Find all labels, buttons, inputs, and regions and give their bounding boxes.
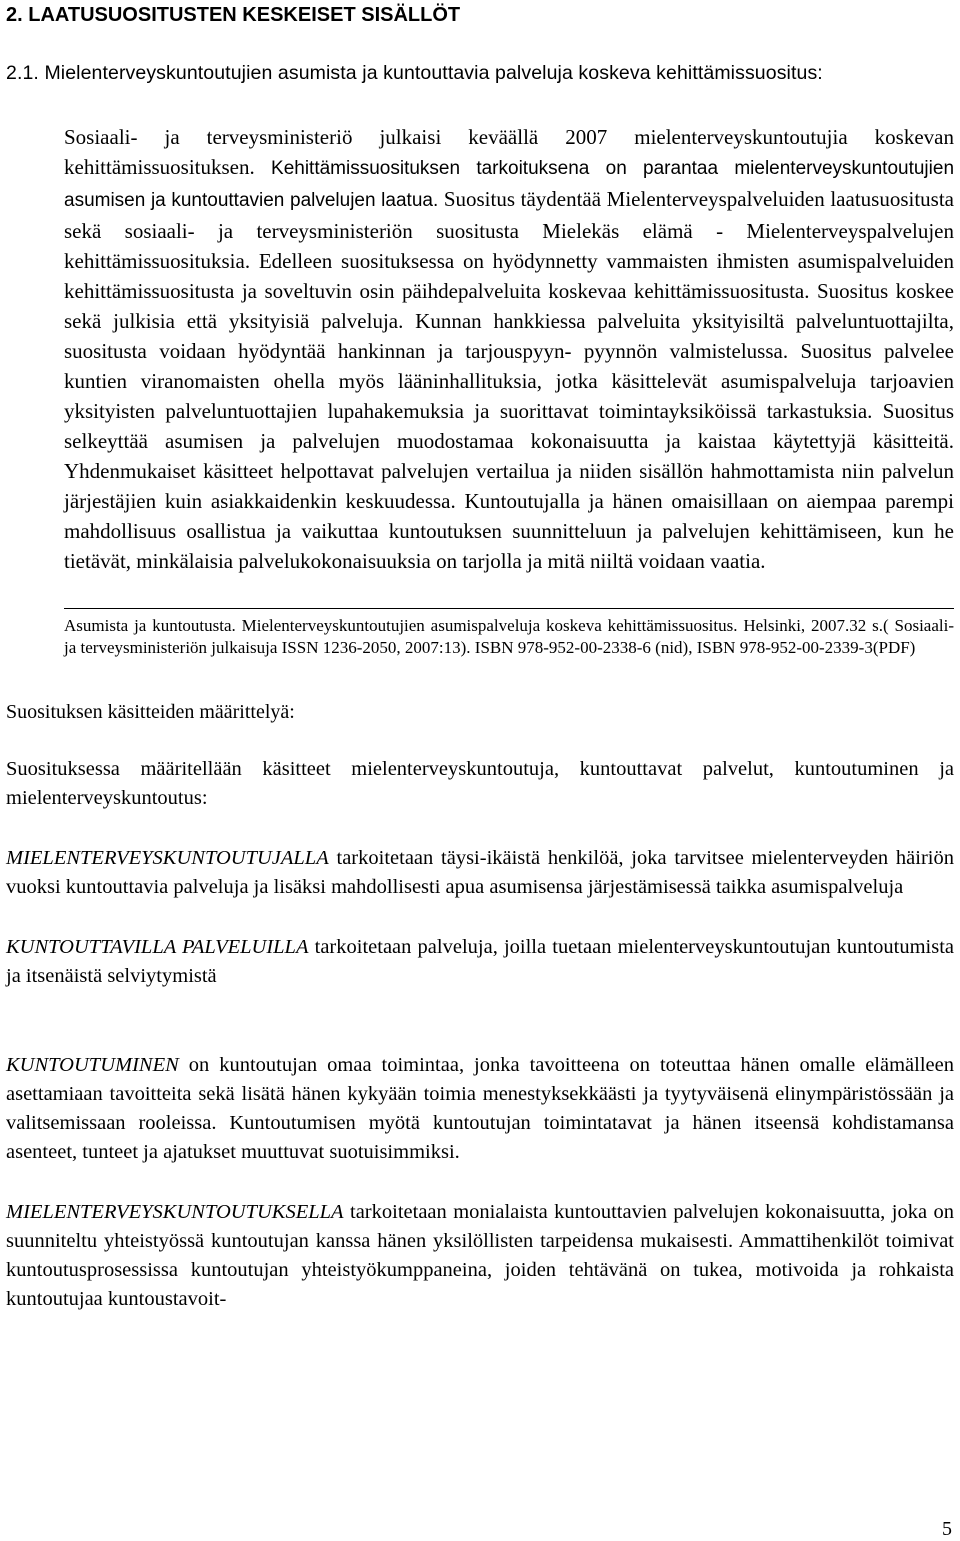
definition-mielenterveyskuntoutuja (6, 844, 954, 902)
intro-sentence-1: Sosiaali- ja terveysministeriö julkaisi keväällä 2007 mielenterveyskuntoutujia koskevan kehittämissuosituksen. (64, 125, 954, 179)
definition-term: MIELENTERVEYSKUNTOUTUJALLA (6, 847, 329, 869)
subsection-heading: 2.1. Mielenterveyskuntoutujien asumista ja kuntouttavia palveluja koskeva kehittämissuositus: (6, 62, 823, 84)
definition-mielenterveyskuntoutus (6, 1198, 954, 1314)
definition-text: tarkoitetaan palveluja, joilla tuetaan mielenterveyskuntoutujan kuntoutumista ja itsenäistä selviytymistä (6, 936, 954, 987)
intro-sentence-6: Suositus palvelee kuntien viranomaisten ohella myös lääninhallituksia, jotka käsittelevät asumispalveluja tarjoavien yksityisten palveluntuottajien lupahakemuksia ja suorittavat toimintayksiköissä tarkastuksia. Suositus selkeyttää asumisen ja palvelujen muodostamaa kokonaisuutta ja kaistaa käytettyjä käsitteitä. Yhdenmukaiset käsitteet helpottavat palvelujen vertailua ja niiden sisällön hahmottamista niin palvelun järjestäjien kuin asiakkaidenkin keskuudessa. Kuntoutujalla ja hänen omaisillaan on aiempaa parempi mahdollisuus osallistua ja vaikuttaa kuntoutuksen suunnitteluun ja palvelujen kehittämiseen, kun he tietävät, minkälaisia palvelukokonaisuuksia on tarjolla ja mitä niiltä voidaan vaatia. (64, 339, 954, 573)
definition-text: tarkoitetaan täysi-ikäistä henkilöä, joka tarvitsee mielenterveyden häiriön vuoksi kuntouttavia palveluja ja lisäksi mahdollisesti apua asumisensa järjestämisessä taikka asumispalveluja (6, 847, 954, 898)
definition-term: KUNTOUTTAVILLA PALVELUILLA (6, 936, 309, 958)
intro-sentence-2: Kehittämissuosituksen tarkoituksena on parantaa mielenterveyskuntoutujien asumisen ja kuntouttavien palvelujen laatua. (64, 158, 955, 211)
document-page (6, 0, 954, 1314)
definitions-title: Suosituksen käsitteiden määrittelyä: (6, 701, 295, 723)
intro-paragraph (64, 122, 954, 576)
intro-sentence-3: Suositus täydentää Mielenterveyspalveluiden laatusuositusta sekä sosiaali- ja terveysministeriön suositusta Mielekäs elämä - Mielenterveyspalvelujen kehittämissuosituksia. (64, 187, 954, 273)
definitions-intro: Suosituksessa määritellään käsitteet mielenterveyskuntoutuja, kuntouttavat palvelut, kuntoutuminen ja mielenterveyskuntoutus: (6, 758, 954, 809)
definition-term: KUNTOUTUMINEN (6, 1054, 179, 1076)
definition-kuntoutuminen (6, 1051, 954, 1167)
reference-footnote: Asumista ja kuntoutusta. Mielenterveyskuntoutujien asumispalveluja koskeva kehittämissuositus. Helsinki, 2007.32 s.( Sosiaali- ja terveysministeriön julkaisuja ISSN 1236-2050, 2007:13). ISBN 978-952-00-2338-6 (nid), ISBN 978-952-00-2339-3(PDF) (64, 608, 954, 659)
section-heading: 2. LAATUSUOSITUSTEN KESKEISET SISÄLLÖT (6, 4, 461, 26)
intro-sentence-4: Edelleen suosituksessa on hyödynnetty vammaisten ihmisten asumispalveluiden kehittämissuositusta ja soveltuvin osin päihdepalveluita koskevaa kehittämissuositusta. Suositus koskee sekä julkisia että yksityisiä palveluja. (64, 249, 954, 333)
page-number: 5 (942, 1518, 952, 1540)
intro-sentence-5: Kunnan hankkiessa palveluita yksityisiltä palveluntuottajilta, suositusta voidaan hyödyntää hankinnan ja tarjouspyyn- pyynnön valmistelussa. (64, 309, 954, 363)
definition-text: tarkoitetaan monialaista kuntouttavien palvelujen kokonaisuutta, joka on suunniteltu yhteistyössä kuntoutujan kanssa hänen yksilöllisten tarpeidensa mukaisesti. Ammattihenkilöt toimivat kuntoutusprosessissa kuntoutujan yhteistyökumppaneina, joiden tehtävänä on tukea, motivoida ja rohkaista kuntoutujaa kuntoustavoit- (6, 1201, 954, 1310)
definition-text: on kuntoutujan omaa toimintaa, jonka tavoitteena on toteuttaa hänen omalle elämälleen asettamiaan tavoitteita sekä lisätä hänen kykyään toimia menestyksekkäästi ja tyytyväisenä elinympäristössään ja valitsemissaan rooleissa. Kuntoutumisen myötä kuntoutujan toimintatavat ja hänen itseensä kohdistamansa asenteet, tunteet ja ajatukset muuttuvat suotuisimmiksi. (6, 1054, 954, 1163)
definition-term: MIELENTERVEYSKUNTOUTUKSELLA (6, 1201, 344, 1223)
definition-kuntouttavat-palvelut (6, 933, 954, 991)
